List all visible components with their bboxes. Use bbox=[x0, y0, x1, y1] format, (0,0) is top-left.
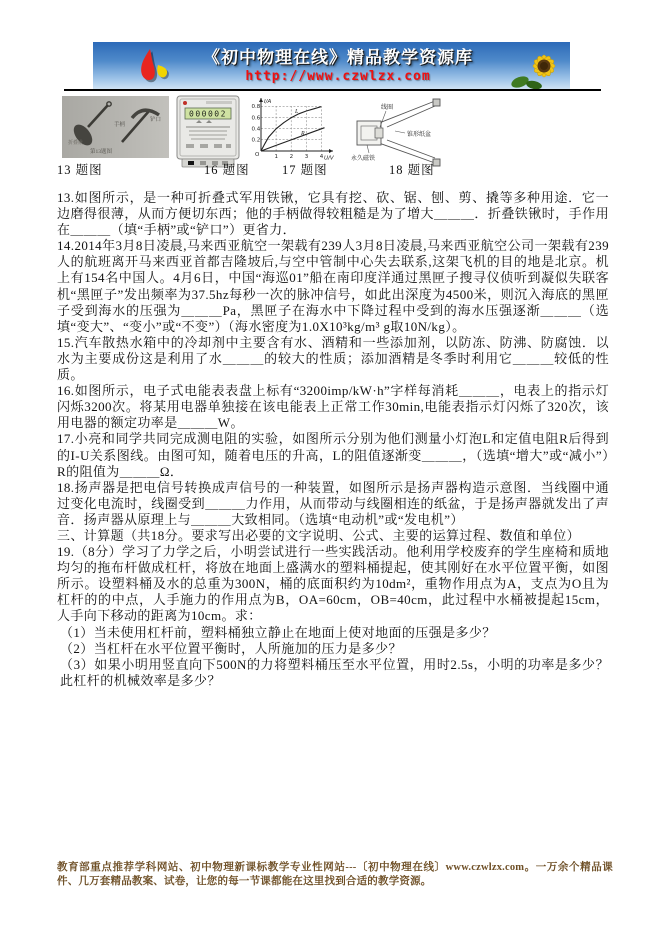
question-17: 17.小亮和同学共同完成测电阻的实验，如图所示分别为他们测量小灯泡L和定值电阻R后得到的I-U关系图线。由图可知，随着电压的升高，L的阻值逐渐变＿＿＿，（选填“增大”或“减小”）R的阻值为＿＿＿Ω． bbox=[57, 431, 609, 479]
figure13-blade-label: 铲口 bbox=[150, 117, 162, 123]
site-logo-icon bbox=[129, 44, 173, 88]
ytick-0.4: 0.4 bbox=[251, 126, 261, 133]
header-divider bbox=[64, 89, 601, 91]
y-axis-label: I/A bbox=[264, 99, 272, 105]
ytick-0.2: 0.2 bbox=[251, 137, 261, 144]
speaker-coil-label: 线圈 bbox=[381, 105, 394, 111]
figure-16-caption: 16 题图 bbox=[204, 163, 250, 177]
origin-label: O bbox=[255, 152, 260, 158]
figure-18-caption: 18 题图 bbox=[389, 163, 435, 177]
series-R-label: R bbox=[301, 131, 305, 137]
question-13: 13.如图所示，是一种可折叠式军用铁锹，它具有挖、砍、锯、刨、剪、撬等多种用途．它一边磨得很薄，从而方便切东西；他的手柄做得较粗糙是为了增大＿＿＿．折叠铁锹时，手作用在＿＿＿（填“手柄”或“铲口”）更省力． bbox=[57, 190, 609, 238]
figure-18-speaker-diagram bbox=[347, 97, 453, 168]
question-14: 14.2014年3月8日凌晨,马来西亚航空一架载有239人3月8日凌晨,马来西亚航空公司一架载有239人的航班离开马来西亚首都吉隆坡后,与空中管制中心失去联系,这架飞机的目的地是北京。机上有154名中国人。4月6日，中国“海巡01”船在南印度洋通过黑匣子搜寻仪侦听到凝似失联客机“黑匣子”发出频率为37.5hz每秒一次的脉冲信号，如此出深度为4500米，则沉入海底的黑匣子受到海水的压强为＿＿＿Pa，黑匣子在海水中下降过程中受到的海水压强逐渐＿＿＿（选填“变大”、“变小”或“不变”）（海水密度为1.0X10³kg/m³ g取10N/kg）。 bbox=[57, 238, 609, 334]
speaker-magnet-label: 永久磁铁 bbox=[351, 156, 376, 162]
xtick-2: 2 bbox=[289, 154, 294, 160]
question-19: 19.（8分）学习了力学之后，小明尝试进行一些实践活动。他利用学校废弃的学生座椅和质地均匀的拖布杆做成杠杆，将放在地面上盛满水的塑料桶提起，使其刚好在水平位置平衡，如图所示。设塑料桶及水的总重为300N，桶的底面积约为10dm²，重物作用点为A，支点为O且为杠杆的的中点，人手施力的作用点为B，OA=60cm，OB=40cm，此过程中水桶被提起15cm，人手向下移动的距离为10cm。求： bbox=[57, 544, 609, 624]
xtick-3: 3 bbox=[304, 154, 309, 160]
chart-gridlines bbox=[261, 106, 321, 151]
banner-url: http://www.czwlzx.com bbox=[245, 69, 431, 84]
question-19-sub-3: （3）如果小明用竖直向下500N的力将塑料桶压至水平位置，用时2.5s，小明的功率是多少？此杠杆的机械效率是多少？ bbox=[60, 656, 609, 688]
figure-17-iu-graph bbox=[251, 95, 338, 162]
speaker-cone-label: 锥形纸盆 bbox=[407, 132, 432, 138]
question-18: 18.扬声器是把电信号转换成声信号的一种装置，如图所示是扬声器构造示意图．当线圈中通过变化电流时，线圈受到＿＿＿力作用，从而带动与线圈相连的纸盆，于是扬声器就发出了声音．扬声器从原理上与＿＿＿大致相同。（选填“电动机”或“发电机”） bbox=[57, 479, 609, 527]
question-19-sub-2: （2）当杠杆在水平位置平衡时，人所施加的压力是多少？ bbox=[60, 640, 402, 656]
question-15: 15.汽车散热水箱中的冷却剂中主要含有水、酒精和一些添加剂，以防冻、防沸、防腐蚀．以水为主要成份这是利用了水＿＿＿的较大的性质；添加酒精是冬季时利用它＿＿＿较低的性质。 bbox=[57, 334, 609, 383]
ytick-0.8: 0.8 bbox=[251, 104, 261, 111]
figure-13-shovel-photo bbox=[62, 96, 169, 158]
xtick-4: 4 bbox=[319, 154, 324, 160]
figure-16-energy-meter bbox=[176, 95, 240, 168]
ytick-0.6: 0.6 bbox=[251, 115, 261, 122]
question-body bbox=[57, 190, 609, 689]
series-L-label: L bbox=[295, 109, 299, 115]
figure13-photo-caption: 第13题图 bbox=[90, 149, 113, 155]
meter-reading: 000002 bbox=[189, 109, 227, 119]
question-16: 16.如图所示，电子式电能表表盘上标有“3200imp/kW·h”字样每消耗＿＿＿，电表上的指示灯闪烁3200次。将某用电器单独接在该电能表上正常工作30min,电能表指示灯闪烁了320次，该用电器的额定功率是＿＿＿W。 bbox=[57, 383, 609, 431]
speaker-magnet bbox=[357, 121, 383, 145]
xtick-1: 1 bbox=[274, 154, 278, 160]
series-R-line bbox=[261, 128, 325, 151]
figure-13-caption: 13 题图 bbox=[57, 163, 103, 177]
figure13-left-note: 折叠锹 bbox=[68, 141, 84, 146]
site-banner bbox=[93, 42, 570, 89]
question-19-sub-1: （1）当未使用杠杆前，塑料桶独立静止在地面上使对地面的压强是多少？ bbox=[60, 624, 496, 640]
meter-brand-mark bbox=[183, 101, 187, 105]
chart-axes bbox=[261, 98, 333, 151]
figure13-handle-label: 手柄 bbox=[114, 122, 126, 128]
section-3-header: 三、计算题（共18分。要求写出必要的文字说明、公式、主要的运算过程、数值和单位） bbox=[57, 527, 581, 543]
banner-title: 《初中物理在线》精品教学资源库 bbox=[203, 48, 473, 67]
sunflower-icon bbox=[508, 46, 568, 89]
x-axis-label: U/V bbox=[324, 155, 334, 162]
speaker-coil bbox=[375, 128, 383, 138]
footer-promo-text: 教育部重点推荐学科网站、初中物理新课标教学专业性网站---〔初中物理在线〕www.czwlzx.com。一万余个精品课件、几万套精品教案、试卷，让您的每一节课都能在这里找到合适的教学资源。 bbox=[57, 862, 613, 887]
figure-17-caption: 17 题图 bbox=[282, 163, 328, 177]
